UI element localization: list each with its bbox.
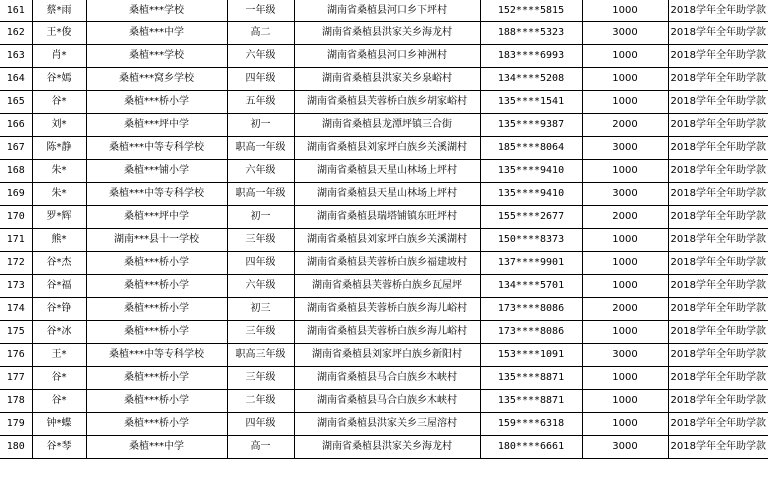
- school-cell: 桑植***桥小学: [86, 298, 227, 321]
- address-cell: 湖南省桑植县马合白族乡木峡村: [294, 367, 480, 390]
- grade-cell: 初一: [227, 114, 294, 137]
- phone-cell: 185****8064: [480, 137, 582, 160]
- grade-cell: 四年级: [227, 68, 294, 91]
- grade-cell: 高一: [227, 436, 294, 459]
- table-row: [0, 298, 768, 321]
- row-number-cell: 168: [0, 160, 32, 183]
- recipient-name-cell: 蔡*雨: [32, 0, 86, 22]
- table-row: [0, 252, 768, 275]
- school-cell: 桑植***桥小学: [86, 413, 227, 436]
- phone-cell: 173****8086: [480, 298, 582, 321]
- school-cell: 桑植***桥小学: [86, 275, 227, 298]
- table-row: [0, 45, 768, 68]
- grade-cell: 职高一年级: [227, 137, 294, 160]
- table-row: [0, 91, 768, 114]
- address-cell: 湖南省桑植县河口乡神洲村: [294, 45, 480, 68]
- phone-cell: 135****8871: [480, 390, 582, 413]
- aid-project-cell: 2018学年全年助学款: [668, 252, 768, 275]
- aid-project-cell: 2018学年全年助学款: [668, 229, 768, 252]
- row-number-cell: 164: [0, 68, 32, 91]
- address-cell: 湖南省桑植县洪家关乡泉峪村: [294, 68, 480, 91]
- recipient-name-cell: 王*: [32, 344, 86, 367]
- amount-cell: 1000: [582, 0, 668, 22]
- address-cell: 湖南省桑植县芙蓉桥白族乡瓦屋坪: [294, 275, 480, 298]
- row-number-cell: 171: [0, 229, 32, 252]
- row-number-cell: 161: [0, 0, 32, 22]
- row-number-cell: 167: [0, 137, 32, 160]
- recipient-name-cell: 罗*辉: [32, 206, 86, 229]
- address-cell: 湖南省桑植县洪家关乡三屋溶村: [294, 413, 480, 436]
- school-cell: 桑植***铺小学: [86, 160, 227, 183]
- row-number-cell: 169: [0, 183, 32, 206]
- aid-project-cell: 2018学年全年助学款: [668, 91, 768, 114]
- phone-cell: 188****5323: [480, 22, 582, 45]
- recipient-name-cell: 钟*蝶: [32, 413, 86, 436]
- amount-cell: 1000: [582, 91, 668, 114]
- school-cell: 桑植***窝乡学校: [86, 68, 227, 91]
- aid-project-cell: 2018学年全年助学款: [668, 298, 768, 321]
- school-cell: 桑植***桥小学: [86, 367, 227, 390]
- school-cell: 桑植***中等专科学校: [86, 137, 227, 160]
- row-number-cell: 175: [0, 321, 32, 344]
- table-row: [0, 0, 768, 22]
- amount-cell: 1000: [582, 413, 668, 436]
- address-cell: 湖南省桑植县洪家关乡海龙村: [294, 436, 480, 459]
- row-number-cell: 165: [0, 91, 32, 114]
- school-cell: 桑植***坪中学: [86, 206, 227, 229]
- phone-cell: 150****8373: [480, 229, 582, 252]
- school-cell: 桑植***中学: [86, 436, 227, 459]
- phone-cell: 155****2677: [480, 206, 582, 229]
- table-row: [0, 183, 768, 206]
- aid-project-cell: 2018学年全年助学款: [668, 390, 768, 413]
- phone-cell: 137****9901: [480, 252, 582, 275]
- phone-cell: 159****6318: [480, 413, 582, 436]
- amount-cell: 3000: [582, 137, 668, 160]
- grade-cell: 五年级: [227, 91, 294, 114]
- aid-project-cell: 2018学年全年助学款: [668, 183, 768, 206]
- address-cell: 湖南省桑植县刘家坪白族乡关溪湖村: [294, 229, 480, 252]
- phone-cell: 134****5208: [480, 68, 582, 91]
- amount-cell: 1000: [582, 275, 668, 298]
- phone-cell: 152****5815: [480, 0, 582, 22]
- address-cell: 湖南省桑植县天星山林场上坪村: [294, 160, 480, 183]
- table-row: [0, 22, 768, 45]
- row-number-cell: 176: [0, 344, 32, 367]
- amount-cell: 1000: [582, 321, 668, 344]
- grade-cell: 一年级: [227, 0, 294, 22]
- school-cell: 桑植***桥小学: [86, 91, 227, 114]
- table-row: [0, 413, 768, 436]
- recipient-name-cell: 朱*: [32, 160, 86, 183]
- row-number-cell: 162: [0, 22, 32, 45]
- recipient-name-cell: 刘*: [32, 114, 86, 137]
- table-row: [0, 114, 768, 137]
- recipient-name-cell: 谷*冰: [32, 321, 86, 344]
- school-cell: 桑植***桥小学: [86, 321, 227, 344]
- address-cell: 湖南省桑植县瑞塔铺镇东旺坪村: [294, 206, 480, 229]
- address-cell: 湖南省桑植县天星山林场上坪村: [294, 183, 480, 206]
- recipient-name-cell: 谷*嫣: [32, 68, 86, 91]
- school-cell: 桑植***学校: [86, 45, 227, 68]
- phone-cell: 135****9410: [480, 183, 582, 206]
- grade-cell: 职高一年级: [227, 183, 294, 206]
- aid-project-cell: 2018学年全年助学款: [668, 114, 768, 137]
- address-cell: 湖南省桑植县龙潭坪镇三合街: [294, 114, 480, 137]
- amount-cell: 1000: [582, 68, 668, 91]
- row-number-cell: 180: [0, 436, 32, 459]
- aid-project-cell: 2018学年全年助学款: [668, 68, 768, 91]
- amount-cell: 1000: [582, 367, 668, 390]
- row-number-cell: 163: [0, 45, 32, 68]
- amount-cell: 1000: [582, 45, 668, 68]
- recipient-name-cell: 朱*: [32, 183, 86, 206]
- grade-cell: 初三: [227, 298, 294, 321]
- address-cell: 湖南省桑植县芙蓉桥白族乡海儿峪村: [294, 321, 480, 344]
- amount-cell: 2000: [582, 298, 668, 321]
- school-cell: 桑植***中学: [86, 22, 227, 45]
- table-row: [0, 436, 768, 459]
- table-row: [0, 344, 768, 367]
- amount-cell: 2000: [582, 114, 668, 137]
- aid-project-cell: 2018学年全年助学款: [668, 344, 768, 367]
- amount-cell: 3000: [582, 436, 668, 459]
- row-number-cell: 172: [0, 252, 32, 275]
- aid-project-cell: 2018学年全年助学款: [668, 22, 768, 45]
- phone-cell: 135****8871: [480, 367, 582, 390]
- row-number-cell: 174: [0, 298, 32, 321]
- table-row: [0, 160, 768, 183]
- table-row: [0, 137, 768, 160]
- grade-cell: 三年级: [227, 321, 294, 344]
- grade-cell: 六年级: [227, 160, 294, 183]
- recipient-name-cell: 谷*铮: [32, 298, 86, 321]
- grade-cell: 职高三年级: [227, 344, 294, 367]
- school-cell: 桑植***中等专科学校: [86, 344, 227, 367]
- recipient-name-cell: 王*俊: [32, 22, 86, 45]
- row-number-cell: 173: [0, 275, 32, 298]
- row-number-cell: 179: [0, 413, 32, 436]
- phone-cell: 135****9387: [480, 114, 582, 137]
- address-cell: 湖南省桑植县芙蓉桥白族乡海儿峪村: [294, 298, 480, 321]
- recipient-name-cell: 谷*福: [32, 275, 86, 298]
- phone-cell: 135****1541: [480, 91, 582, 114]
- table-row: [0, 229, 768, 252]
- aid-project-cell: 2018学年全年助学款: [668, 160, 768, 183]
- table-row: [0, 68, 768, 91]
- amount-cell: 1000: [582, 160, 668, 183]
- recipient-name-cell: 陈*静: [32, 137, 86, 160]
- grade-cell: 四年级: [227, 252, 294, 275]
- phone-cell: 183****6993: [480, 45, 582, 68]
- address-cell: 湖南省桑植县马合白族乡木峡村: [294, 390, 480, 413]
- amount-cell: 3000: [582, 22, 668, 45]
- row-number-cell: 170: [0, 206, 32, 229]
- school-cell: 桑植***桥小学: [86, 252, 227, 275]
- amount-cell: 1000: [582, 229, 668, 252]
- table-row: [0, 275, 768, 298]
- address-cell: 湖南省桑植县刘家坪白族乡新阳村: [294, 344, 480, 367]
- grade-cell: 三年级: [227, 367, 294, 390]
- grade-cell: 四年级: [227, 413, 294, 436]
- aid-project-cell: 2018学年全年助学款: [668, 321, 768, 344]
- table-row: [0, 390, 768, 413]
- grade-cell: 六年级: [227, 275, 294, 298]
- table-row: [0, 321, 768, 344]
- recipient-name-cell: 谷*琴: [32, 436, 86, 459]
- row-number-cell: 177: [0, 367, 32, 390]
- grade-cell: 三年级: [227, 229, 294, 252]
- amount-cell: 3000: [582, 183, 668, 206]
- address-cell: 湖南省桑植县河口乡下坪村: [294, 0, 480, 22]
- address-cell: 湖南省桑植县芙蓉桥白族乡胡家峪村: [294, 91, 480, 114]
- recipient-name-cell: 谷*杰: [32, 252, 86, 275]
- aid-project-cell: 2018学年全年助学款: [668, 367, 768, 390]
- recipient-name-cell: 谷*: [32, 91, 86, 114]
- address-cell: 湖南省桑植县刘家坪白族乡关溪湖村: [294, 137, 480, 160]
- grade-cell: 六年级: [227, 45, 294, 68]
- aid-project-cell: 2018学年全年助学款: [668, 436, 768, 459]
- school-cell: 桑植***学校: [86, 0, 227, 22]
- phone-cell: 180****6661: [480, 436, 582, 459]
- phone-cell: 135****9410: [480, 160, 582, 183]
- phone-cell: 153****1091: [480, 344, 582, 367]
- amount-cell: 1000: [582, 390, 668, 413]
- grade-cell: 二年级: [227, 390, 294, 413]
- recipient-name-cell: 熊*: [32, 229, 86, 252]
- school-cell: 桑植***桥小学: [86, 390, 227, 413]
- table-row: [0, 367, 768, 390]
- table-row: [0, 206, 768, 229]
- address-cell: 湖南省桑植县芙蓉桥白族乡福建坡村: [294, 252, 480, 275]
- aid-project-cell: 2018学年全年助学款: [668, 206, 768, 229]
- amount-cell: 1000: [582, 252, 668, 275]
- phone-cell: 173****8086: [480, 321, 582, 344]
- phone-cell: 134****5701: [480, 275, 582, 298]
- address-cell: 湖南省桑植县洪家关乡海龙村: [294, 22, 480, 45]
- recipient-name-cell: 谷*: [32, 390, 86, 413]
- amount-cell: 2000: [582, 206, 668, 229]
- school-cell: 桑植***中等专科学校: [86, 183, 227, 206]
- recipient-name-cell: 谷*: [32, 367, 86, 390]
- aid-project-cell: 2018学年全年助学款: [668, 413, 768, 436]
- grade-cell: 初一: [227, 206, 294, 229]
- school-cell: 湖南***县十一学校: [86, 229, 227, 252]
- recipient-name-cell: 肖*: [32, 45, 86, 68]
- grade-cell: 高二: [227, 22, 294, 45]
- aid-project-cell: 2018学年全年助学款: [668, 45, 768, 68]
- aid-project-cell: 2018学年全年助学款: [668, 0, 768, 22]
- row-number-cell: 166: [0, 114, 32, 137]
- aid-project-cell: 2018学年全年助学款: [668, 137, 768, 160]
- amount-cell: 3000: [582, 344, 668, 367]
- school-cell: 桑植***坪中学: [86, 114, 227, 137]
- aid-project-cell: 2018学年全年助学款: [668, 275, 768, 298]
- row-number-cell: 178: [0, 390, 32, 413]
